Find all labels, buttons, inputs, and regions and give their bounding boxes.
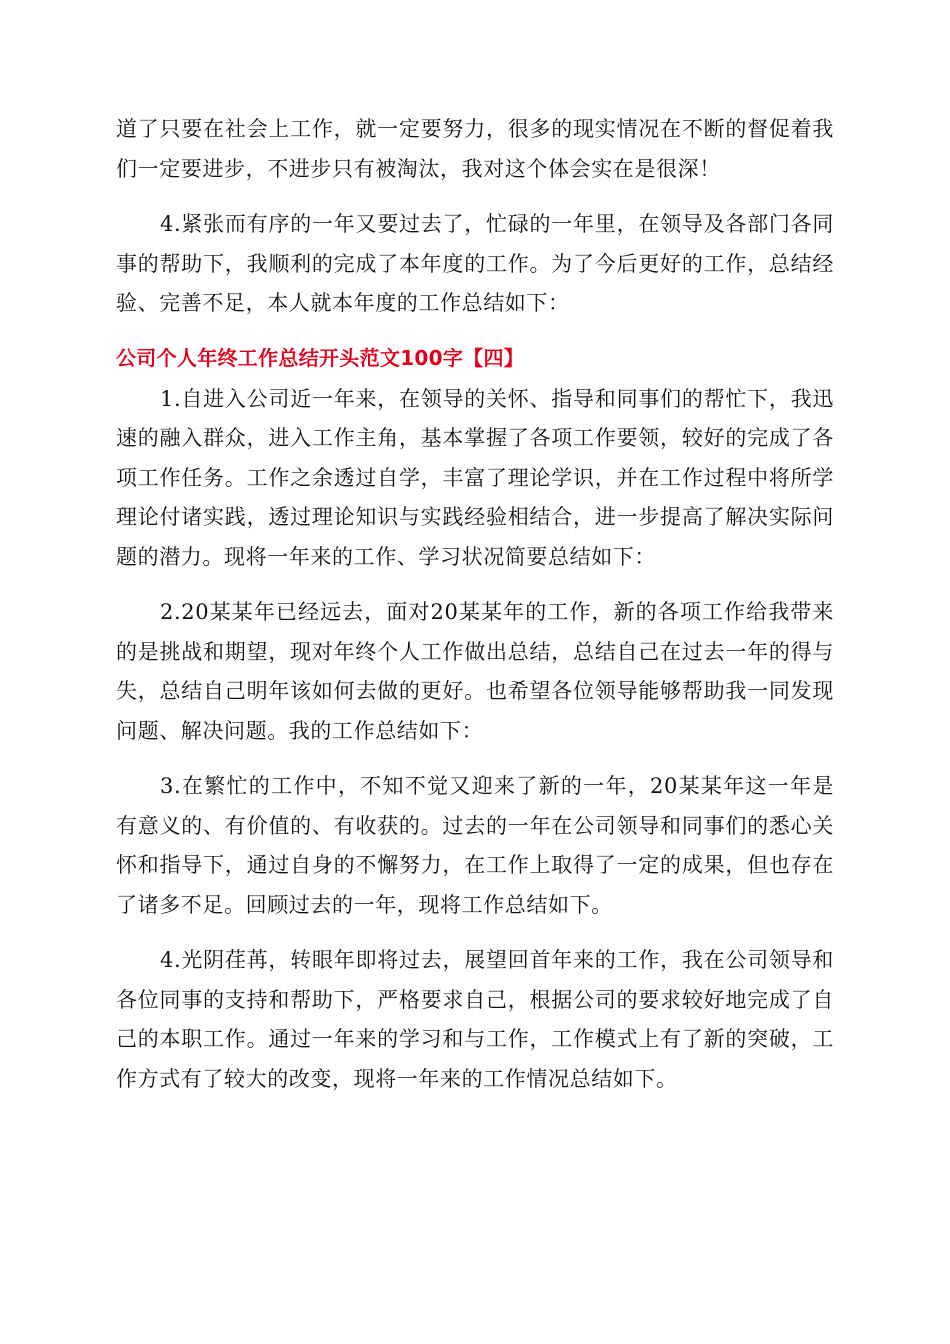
document-body [116, 110, 834, 1115]
paragraph-item-2: 2.20某某年已经远去，面对20某某年的工作，新的各项工作给我带来的是挑战和期望，现对年终个人工作做出总结，总结自己在过去一年的得与失，总结自己明年该如何去做的更好。也希望各位领导能够帮助我一同发现问题、解决问题。我的工作总结如下： [116, 600, 834, 743]
paragraph-item-4: 4.光阴荏苒，转眼年即将过去，展望回首年来的工作，我在公司领导和各位同事的支持和帮助下，严格要求自己，根据公司的要求较好地完成了自己的本职工作。通过一年来的学习和与工作，工作模式上有了新的突破，工作方式有了较大的改变，现将一年来的工作情况总结如下。 [116, 948, 834, 1091]
paragraph-item-1: 1.自进入公司近一年来，在领导的关怀、指导和同事们的帮忙下，我迅速的融入群众，进入工作主角，基本掌握了各项工作要领，较好的完成了各项工作任务。工作之余透过自学，丰富了理论学识，并在工作过程中将所学理论付诸实践，透过理论知识与实践经验相结合，进一步提高了解决实际问题的潜力。现将一年来的工作、学习状况简要总结如下： [116, 386, 834, 569]
section-heading: 公司个人年终工作总结开头范文100字【四】 [116, 345, 525, 370]
paragraph-item-3: 3.在繁忙的工作中，不知不觉又迎来了新的一年，20某某年这一年是有意义的、有价值的、有收获的。过去的一年在公司领导和同事们的悉心关怀和指导下，通过自身的不懈努力，在工作上取得了一定的成果，但也存在了诸多不足。回顾过去的一年，现将工作总结如下。 [116, 774, 834, 917]
paragraph-continued: 道了只要在社会上工作，就一定要努力，很多的现实情况在不断的督促着我们一定要进步，不进步只有被淘汰，我对这个体会实在是很深！ [116, 117, 834, 181]
paragraph-item-4-intro: 4.紧张而有序的一年又要过去了，忙碌的一年里，在领导及各部门各同事的帮助下，我顺利的完成了本年度的工作。为了今后更好的工作，总结经验、完善不足，本人就本年度的工作总结如下： [116, 212, 834, 315]
